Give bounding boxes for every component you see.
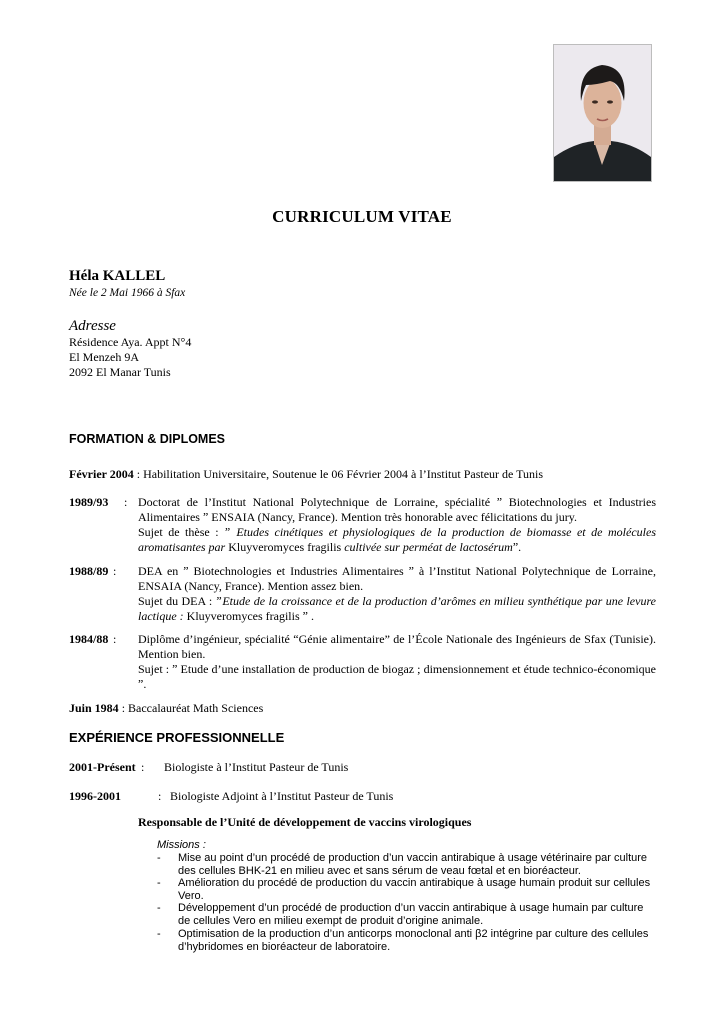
address-line-1: Résidence Aya. Appt N°4	[69, 335, 192, 349]
mission-text: Amélioration du procédé de production du vaccin antirabique à usage humain produit sur cellules Vero.	[178, 877, 651, 902]
formation-habilitation	[69, 467, 543, 482]
bullet-dash: -	[157, 852, 161, 864]
address-heading: Adresse	[69, 318, 116, 334]
subject-text: ˮEtude de la croissance et de la production d’arômes en milieu synthétique par une levure lactique :	[138, 594, 656, 623]
entry-separator: :	[113, 564, 117, 578]
section-heading-experience: EXPÉRIENCE PROFESSIONNELLE	[69, 730, 285, 745]
entry-date-doctorat: 1989/93	[69, 495, 109, 509]
entry-text-1996: Biologiste Adjoint à l’Institut Pasteur de Tunis	[170, 789, 394, 803]
entry-doctorat	[138, 495, 656, 555]
entry-text-2001: Biologiste à l’Institut Pasteur de Tunis	[164, 760, 349, 774]
address-line-2: El Menzeh 9A	[69, 350, 139, 364]
entry-date-1996: 1996-2001	[69, 789, 121, 803]
entry-separator: :	[141, 760, 145, 774]
entry-text: Doctorat de l’Institut National Polytechnique de Lorraine, spécialité ˮ Biotechnologies et Industries Alimentaires ˮ ENSAIA (Nancy, France). Mention très honorable avec félicitations du jury.	[138, 495, 656, 524]
entry-ingenieur	[138, 632, 656, 692]
portrait-illustration	[554, 45, 651, 181]
entry-date: Juin 1984	[69, 701, 119, 715]
mission-text: Développement d’un procédé de production d’un vaccin antirabique à usage humain par culture de cellules Vero en milieu exempt de produit d’origine animale.	[178, 902, 644, 927]
subject-label: Sujet du DEA :	[138, 594, 216, 608]
subject-close: ˮ .	[299, 609, 314, 623]
entry-date-2001: 2001-Présent	[69, 760, 136, 774]
bullet-dash: -	[157, 877, 161, 889]
responsibility-title: Responsable de l’Unité de développement de vaccins virologiques	[138, 815, 472, 829]
subject-text: Sujet : ˮ Etude d’une installation de production de biogaz ; dimensionnement et étude technico-économique ˮ.	[138, 662, 656, 691]
entry-date: Février 2004	[69, 467, 134, 481]
section-heading-formation: FORMATION & DIPLOMES	[69, 432, 226, 446]
entry-separator: :	[124, 495, 128, 509]
subject-organism: Kluyveromyces fragilis	[186, 609, 300, 623]
subject-close: ˮ.	[512, 540, 522, 554]
missions-list	[0, 852, 724, 962]
mission-text: Optimisation de la production d’un anticorps monoclonal anti β2 intégrine par culture des cellules d’hybridomes en bioréacteur de laboratoire.	[178, 928, 649, 953]
person-name: Héla KALLEL	[69, 268, 166, 284]
address-line-3: 2092 El Manar Tunis	[69, 365, 171, 379]
birth-info: Née le 2 Mai 1966 à Sfax	[69, 287, 186, 299]
document-title: CURRICULUM VITAE	[272, 207, 452, 226]
subject-text: ˮ Etudes cinétiques et physiologiques de la production de biomasse et de molécules aromatisantes par	[138, 525, 657, 554]
subject-organism: Kluyveromyces fragilis	[228, 540, 342, 554]
subject-text-end: cultivée sur perméat de lactosérum	[341, 540, 513, 554]
bullet-dash: -	[157, 928, 161, 940]
bullet-dash: -	[157, 902, 161, 914]
entry-separator: :	[113, 632, 117, 646]
entry-dea	[138, 564, 656, 624]
missions-label: Missions :	[157, 839, 206, 851]
entry-text: Diplôme d’ingénieur, spécialité “Génie alimentaire” de l’École Nationale des Ingénieurs de Sfax (Tunisie). Mention bien.	[138, 632, 656, 661]
mission-text: Mise au point d’un procédé de production d’un vaccin antirabique à usage vétérinaire par culture des cellules BHK-21 en milieu avec et sans sérum de veau fœtal et en bioréacteur.	[178, 852, 648, 877]
entry-date-ingenieur: 1984/88	[69, 632, 109, 646]
formation-bac	[69, 701, 263, 716]
entry-date-dea: 1988/89	[69, 564, 109, 578]
subject-label: Sujet de thèse :	[138, 525, 225, 539]
entry-separator: :	[158, 789, 162, 803]
entry-text: : Habilitation Universitaire, Soutenue le 06 Février 2004 à l’Institut Pasteur de Tunis	[133, 467, 544, 481]
entry-text: DEA en ˮ Biotechnologies et Industries Alimentaires ˮ à l’Institut National Polytechnique de Lorraine, ENSAIA (Nancy, France). Mention assez bien.	[138, 564, 656, 593]
portrait-photo	[553, 44, 652, 182]
entry-text: : Baccalauréat Math Sciences	[118, 701, 264, 715]
